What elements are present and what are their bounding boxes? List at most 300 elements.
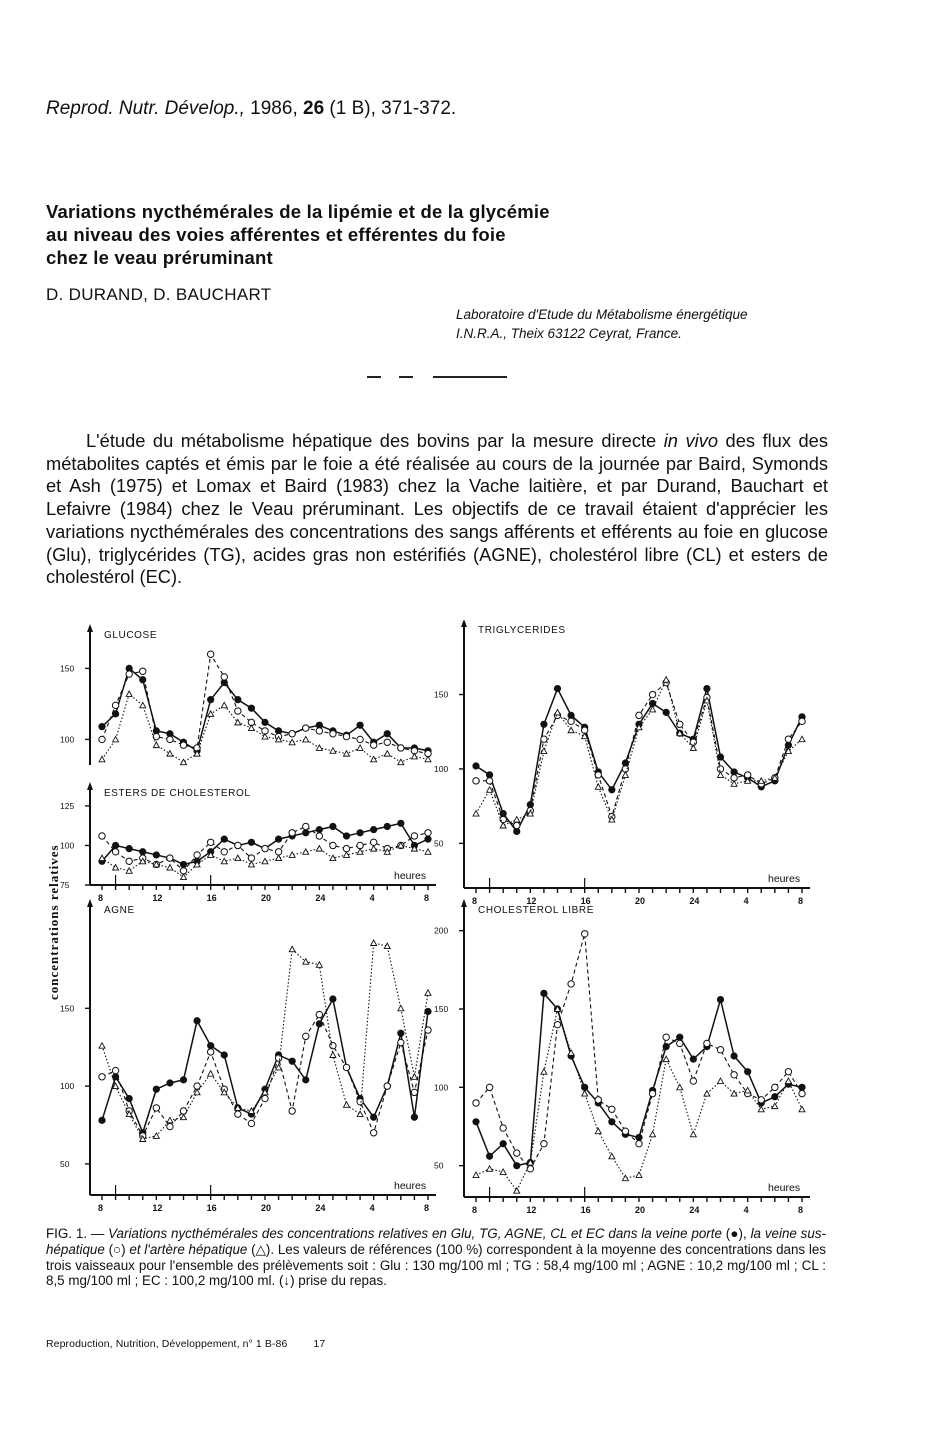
data-point-filled: [302, 829, 309, 836]
x-axis-unit: heures: [394, 870, 427, 882]
data-point-open: [343, 1064, 349, 1070]
data-point-triangle: [181, 1114, 187, 1120]
data-point-filled: [126, 845, 133, 852]
data-point-open: [126, 671, 132, 677]
data-point-open: [663, 1034, 669, 1040]
x-tick-label: 4: [743, 1205, 749, 1215]
data-point-open: [704, 1040, 710, 1046]
data-point-open: [275, 849, 281, 855]
data-point-filled: [166, 1079, 173, 1086]
data-point-filled: [221, 1051, 228, 1058]
data-point-triangle: [330, 1052, 336, 1058]
data-point-open: [649, 1090, 655, 1096]
data-point-open: [541, 736, 547, 742]
data-point-filled: [744, 1068, 751, 1075]
data-point-filled: [316, 826, 323, 833]
data-point-open: [384, 1083, 390, 1089]
data-point-triangle: [208, 1071, 214, 1077]
series-line-triangle: [102, 943, 428, 1139]
data-point-filled: [717, 996, 724, 1003]
data-point-filled: [98, 1117, 105, 1124]
data-point-triangle: [113, 865, 119, 871]
data-point-open: [316, 728, 322, 734]
data-point-triangle: [555, 709, 561, 715]
panel-label: AGNE: [104, 905, 135, 916]
data-point-open: [799, 718, 805, 724]
data-point-open: [343, 733, 349, 739]
y-tick-label: 100: [60, 734, 75, 745]
data-point-filled: [424, 1008, 431, 1015]
data-point-filled: [676, 1034, 683, 1041]
y-tick-label: 150: [60, 663, 75, 674]
data-point-filled: [261, 719, 268, 726]
data-point-triangle: [411, 753, 417, 759]
data-point-triangle: [126, 691, 132, 697]
data-point-triangle: [99, 1043, 105, 1049]
data-point-filled: [397, 1030, 404, 1037]
data-point-open: [357, 736, 363, 742]
panel-label: GLUCOSE: [104, 630, 158, 641]
data-point-open: [398, 745, 404, 751]
data-point-open: [289, 731, 295, 737]
data-point-triangle: [221, 702, 227, 708]
x-tick-label: 8: [98, 893, 104, 903]
data-point-triangle: [303, 736, 309, 742]
data-point-triangle: [473, 1172, 479, 1178]
data-point-open: [486, 1084, 492, 1090]
journal-name: Reprod. Nutr. Dévelop.,: [46, 98, 245, 119]
data-point-open: [221, 674, 227, 680]
section-separator: [367, 376, 507, 378]
data-point-triangle: [330, 748, 336, 754]
data-point-filled: [275, 836, 282, 843]
series-line-open: [102, 1015, 428, 1136]
data-point-filled: [356, 829, 363, 836]
data-point-open: [527, 1166, 533, 1172]
x-tick-label: 12: [152, 893, 163, 903]
data-point-filled: [608, 786, 615, 793]
x-tick-label: 8: [798, 896, 804, 906]
x-tick-label: 24: [315, 893, 326, 903]
data-point-open: [486, 778, 492, 784]
data-point-filled: [635, 1134, 642, 1141]
x-tick-label: 12: [152, 1203, 163, 1213]
data-point-filled: [139, 848, 146, 855]
data-point-triangle: [153, 742, 159, 748]
data-point-open: [112, 1067, 118, 1073]
data-point-open: [370, 839, 376, 845]
data-point-open: [316, 1011, 322, 1017]
x-tick-label: 4: [743, 896, 749, 906]
affiliation-line: I.N.R.A., Theix 63122 Ceyrat, France.: [456, 326, 682, 341]
data-point-open: [207, 839, 213, 845]
data-point-filled: [207, 1042, 214, 1049]
data-point-open: [167, 1123, 173, 1129]
x-tick-label: 24: [689, 1205, 700, 1215]
data-point-open: [785, 1068, 791, 1074]
series-line-filled: [476, 689, 802, 832]
footer-journal: Reproduction, Nutrition, Développement, n° 1 B-86: [46, 1338, 288, 1350]
data-point-triangle: [541, 1069, 547, 1075]
data-point-filled: [126, 1095, 133, 1102]
data-point-open: [343, 845, 349, 851]
data-point-triangle: [344, 751, 350, 757]
data-point-triangle: [663, 677, 669, 683]
data-point-open: [425, 830, 431, 836]
x-tick-label: 20: [635, 896, 646, 906]
data-point-triangle: [344, 852, 350, 858]
data-point-open: [649, 691, 655, 697]
data-point-open: [514, 1150, 520, 1156]
data-point-open: [180, 868, 186, 874]
data-point-triangle: [344, 1102, 350, 1108]
data-point-triangle: [595, 1128, 601, 1134]
data-point-open: [235, 842, 241, 848]
data-point-open: [207, 1049, 213, 1055]
data-point-open: [473, 778, 479, 784]
y-tick-label: 75: [60, 880, 70, 890]
data-point-open: [357, 1098, 363, 1104]
data-point-filled: [98, 723, 105, 730]
x-tick-label: 8: [424, 893, 430, 903]
panel-label: ESTERS DE CHOLESTEROL: [104, 788, 251, 799]
y-axis-arrow: [87, 899, 93, 907]
figure-chart: [40, 620, 840, 1225]
x-tick-label: 8: [472, 896, 478, 906]
data-point-filled: [193, 1017, 200, 1024]
data-point-filled: [370, 1114, 377, 1121]
panel-label: CHOLESTEROL LIBRE: [478, 905, 594, 916]
title-line: Variations nycthémérales de la lipémie et de la glycémie: [46, 201, 550, 222]
data-point-filled: [411, 1114, 418, 1121]
data-point-filled: [771, 1093, 778, 1100]
data-point-triangle: [636, 1172, 642, 1178]
data-point-triangle: [663, 1056, 669, 1062]
data-point-open: [167, 736, 173, 742]
series-line-open: [476, 934, 802, 1169]
data-point-triangle: [167, 751, 173, 757]
data-point-filled: [343, 832, 350, 839]
data-point-triangle: [208, 711, 214, 717]
journal-citation: [46, 98, 456, 120]
data-point-triangle: [799, 1106, 805, 1112]
data-point-triangle: [181, 759, 187, 765]
data-point-triangle: [677, 1084, 683, 1090]
data-point-open: [126, 858, 132, 864]
y-tick-label: 100: [434, 1082, 449, 1093]
data-point-filled: [112, 842, 119, 849]
data-point-triangle: [384, 751, 390, 757]
data-point-open: [772, 1084, 778, 1090]
data-point-open: [514, 822, 520, 828]
x-tick-label: 8: [798, 1205, 804, 1215]
data-point-filled: [384, 730, 391, 737]
y-tick-label: 50: [60, 1158, 70, 1169]
data-point-triangle: [371, 846, 377, 852]
caption-rest: (△). Les valeurs de références (100 %) correspondent à la moyenne des concentrations dans les trois vaisseaux pour l'ensemble des prélèvements soit : Glu : 130 mg/100 ml ; TG : 58,4 mg/100 ml ; AGNE : 10,2 mg/100 ml ; CL : 8,5 mg/100 ml ; EC : 100,2 mg/100 ml. (↓) prise du repas.: [46, 1241, 826, 1289]
data-point-triangle: [425, 756, 431, 762]
y-axis-arrow: [461, 899, 467, 907]
data-point-triangle: [514, 817, 520, 823]
data-point-triangle: [371, 756, 377, 762]
affiliation-line: Laboratoire d'Etude du Métabolisme énergétique: [456, 307, 748, 322]
data-point-open: [330, 731, 336, 737]
data-point-triangle: [785, 1078, 791, 1084]
data-point-filled: [153, 851, 160, 858]
data-point-triangle: [622, 772, 628, 778]
data-point-filled: [472, 762, 479, 769]
data-point-open: [112, 849, 118, 855]
x-tick-label: 20: [261, 1203, 272, 1213]
data-point-open: [411, 833, 417, 839]
x-axis-unit: heures: [394, 1180, 427, 1192]
y-tick-label: 125: [60, 800, 75, 811]
data-point-open: [248, 1120, 254, 1126]
data-point-open: [581, 931, 587, 937]
data-point-open: [99, 833, 105, 839]
data-point-filled: [540, 721, 547, 728]
data-point-triangle: [262, 734, 268, 740]
data-point-open: [717, 1047, 723, 1053]
x-tick-label: 20: [261, 893, 272, 903]
data-point-open: [316, 833, 322, 839]
data-point-open: [140, 668, 146, 674]
data-point-filled: [289, 1058, 296, 1065]
data-point-triangle: [487, 787, 493, 793]
data-point-triangle: [113, 736, 119, 742]
data-point-filled: [248, 705, 255, 712]
data-point-triangle: [99, 756, 105, 762]
data-point-filled: [180, 1076, 187, 1083]
data-point-open: [207, 651, 213, 657]
data-point-open: [221, 849, 227, 855]
data-point-open: [167, 855, 173, 861]
data-point-filled: [356, 722, 363, 729]
data-point-open: [370, 1130, 376, 1136]
data-point-triangle: [772, 1103, 778, 1109]
data-point-open: [112, 702, 118, 708]
data-point-filled: [608, 1118, 615, 1125]
data-point-filled: [486, 1153, 493, 1160]
data-point-open: [289, 830, 295, 836]
data-point-open: [690, 1078, 696, 1084]
data-point-filled: [234, 696, 241, 703]
data-point-open: [357, 842, 363, 848]
y-axis-arrow: [87, 782, 93, 790]
data-point-triangle: [398, 1005, 404, 1011]
y-tick-label: 50: [434, 1160, 444, 1171]
data-point-open: [153, 733, 159, 739]
x-tick-label: 24: [689, 896, 700, 906]
x-tick-label: 16: [206, 893, 217, 903]
data-point-filled: [513, 1162, 520, 1169]
data-point-triangle: [690, 1131, 696, 1136]
data-point-filled: [329, 823, 336, 830]
data-point-open: [425, 1027, 431, 1033]
x-tick-label: 16: [580, 896, 591, 906]
data-point-triangle: [609, 1153, 615, 1159]
data-point-triangle: [425, 990, 431, 996]
data-point-triangle: [568, 727, 574, 733]
journal-volume: 26: [303, 98, 325, 119]
data-point-triangle: [595, 784, 601, 790]
data-point-triangle: [140, 702, 146, 708]
data-point-triangle: [248, 725, 254, 731]
x-tick-label: 4: [369, 1203, 375, 1213]
data-point-open: [330, 1042, 336, 1048]
affiliation: [456, 305, 748, 343]
body-text-rest: des flux des métabolites captés et émis par le foie a été réalisée au cours de la journée par Baird, Symonds et Ash (1975) et Lomax et Baird (1983) chez la Vache laitière, et par Durand, Bauchart et Lefaivre (1984) chez le Veau préruminant. Les objectifs de ce travail étaient d'apprécier les variations nycthémérales des concentrations des sangs afférents et efférents au foie en glucose (Glu), triglycérides (TG), acides gras non estérifiés (AGNE), cholestérol libre (CL) et esters de cholestérol (EC).: [46, 430, 828, 588]
data-point-triangle: [357, 745, 363, 751]
y-tick-label: 200: [434, 925, 449, 936]
data-point-filled: [221, 836, 228, 843]
y-tick-label: 100: [60, 840, 75, 851]
data-point-open: [289, 1108, 295, 1114]
data-point-triangle: [473, 811, 479, 817]
y-tick-label: 100: [434, 763, 449, 774]
y-tick-label: 150: [60, 1003, 75, 1014]
data-point-triangle: [167, 865, 173, 871]
data-point-filled: [248, 839, 255, 846]
data-point-triangle: [425, 849, 431, 855]
data-point-filled: [798, 1084, 805, 1091]
x-axis-unit: heures: [768, 873, 801, 885]
body-paragraph: [46, 430, 828, 589]
caption-italic: et l'artère hépatique: [129, 1241, 248, 1257]
data-point-filled: [302, 1076, 309, 1083]
data-point-open: [235, 708, 241, 714]
data-point-triangle: [500, 1169, 506, 1175]
data-point-triangle: [718, 1078, 724, 1084]
article-title: [46, 200, 746, 269]
x-tick-label: 24: [315, 1203, 326, 1213]
y-axis-arrow: [87, 624, 93, 632]
journal-year: 1986,: [250, 98, 298, 119]
data-point-filled: [424, 836, 431, 843]
data-point-triangle: [167, 1117, 173, 1123]
data-point-filled: [207, 696, 214, 703]
data-point-open: [568, 718, 574, 724]
y-tick-label: 150: [434, 1004, 449, 1014]
data-point-open: [622, 1128, 628, 1134]
data-point-open: [99, 736, 105, 742]
data-point-triangle: [316, 962, 322, 968]
data-point-open: [180, 742, 186, 748]
data-point-open: [758, 1097, 764, 1103]
x-tick-label: 16: [580, 1205, 591, 1215]
page-footer: [46, 1338, 325, 1350]
data-point-filled: [554, 685, 561, 692]
data-point-open: [262, 845, 268, 851]
data-point-open: [303, 1033, 309, 1039]
data-point-open: [235, 1111, 241, 1117]
x-axis-unit: heures: [768, 1182, 801, 1194]
data-point-filled: [139, 676, 146, 683]
data-point-open: [303, 725, 309, 731]
data-point-open: [262, 1095, 268, 1101]
data-point-open: [473, 1100, 479, 1106]
data-point-filled: [500, 1140, 507, 1147]
panel-label: TRIGLYCERIDES: [478, 625, 566, 636]
data-point-triangle: [582, 1091, 588, 1097]
data-point-triangle: [357, 849, 363, 855]
caption-symbol: (○): [104, 1241, 130, 1257]
data-point-triangle: [690, 745, 696, 751]
data-point-triangle: [650, 1131, 656, 1136]
data-point-triangle: [289, 946, 295, 952]
y-axis-arrow: [461, 620, 467, 627]
data-point-open: [99, 1074, 105, 1080]
title-line: chez le veau préruminant: [46, 247, 273, 268]
caption-italic: la veine sus-hépatique: [46, 1226, 826, 1257]
y-tick-label: 100: [60, 1081, 75, 1092]
data-point-filled: [153, 1086, 160, 1093]
x-tick-label: 12: [526, 896, 537, 906]
data-point-filled: [730, 1052, 737, 1059]
data-point-open: [194, 852, 200, 858]
data-point-open: [248, 855, 254, 861]
data-point-open: [799, 1090, 805, 1096]
figure-1: [40, 620, 840, 1225]
data-point-filled: [690, 1056, 697, 1063]
data-point-triangle: [371, 940, 377, 946]
data-point-open: [785, 736, 791, 742]
data-point-triangle: [316, 745, 322, 751]
data-point-open: [303, 823, 309, 829]
data-point-filled: [384, 823, 391, 830]
data-point-open: [330, 842, 336, 848]
x-tick-label: 16: [206, 1203, 217, 1213]
x-tick-label: 20: [635, 1205, 646, 1215]
caption-italic: Variations nycthémérales des concentrations relatives en Glu, TG, AGNE, CL et EC dans la veine porte: [108, 1226, 722, 1241]
data-point-triangle: [487, 1166, 493, 1172]
data-point-open: [568, 981, 574, 987]
journal-issue-pages: (1 B), 371-372.: [329, 98, 457, 119]
series-line-open: [476, 683, 802, 826]
authors: D. DURAND, D. BAUCHART: [46, 285, 272, 304]
data-point-filled: [329, 995, 336, 1002]
data-point-open: [275, 1055, 281, 1061]
data-point-open: [554, 1021, 560, 1027]
caption-symbol: (●),: [721, 1226, 751, 1241]
body-text-start: L'étude du métabolisme hépatique des bovins par la mesure directe: [86, 430, 664, 451]
data-point-open: [194, 1083, 200, 1089]
x-tick-label: 4: [369, 893, 375, 903]
data-point-filled: [703, 685, 710, 692]
y-tick-label: 50: [434, 838, 444, 849]
data-point-open: [500, 1125, 506, 1131]
data-point-open: [636, 1141, 642, 1147]
y-tick-label: 150: [434, 689, 449, 700]
data-point-open: [677, 1040, 683, 1046]
data-point-open: [398, 1039, 404, 1045]
data-point-open: [541, 1141, 547, 1147]
data-point-triangle: [316, 846, 322, 852]
title-line: au niveau des voies afférentes et efférentes du foie: [46, 224, 506, 245]
data-point-filled: [472, 1118, 479, 1125]
data-point-open: [153, 1105, 159, 1111]
series-line-triangle: [476, 680, 802, 826]
x-tick-label: 12: [526, 1205, 537, 1215]
data-point-triangle: [731, 781, 737, 787]
data-point-triangle: [357, 1111, 363, 1117]
data-point-filled: [540, 990, 547, 997]
data-point-filled: [397, 820, 404, 827]
data-point-triangle: [704, 1091, 710, 1097]
data-point-open: [370, 742, 376, 748]
data-point-filled: [316, 1020, 323, 1027]
x-tick-label: 8: [472, 1205, 478, 1215]
